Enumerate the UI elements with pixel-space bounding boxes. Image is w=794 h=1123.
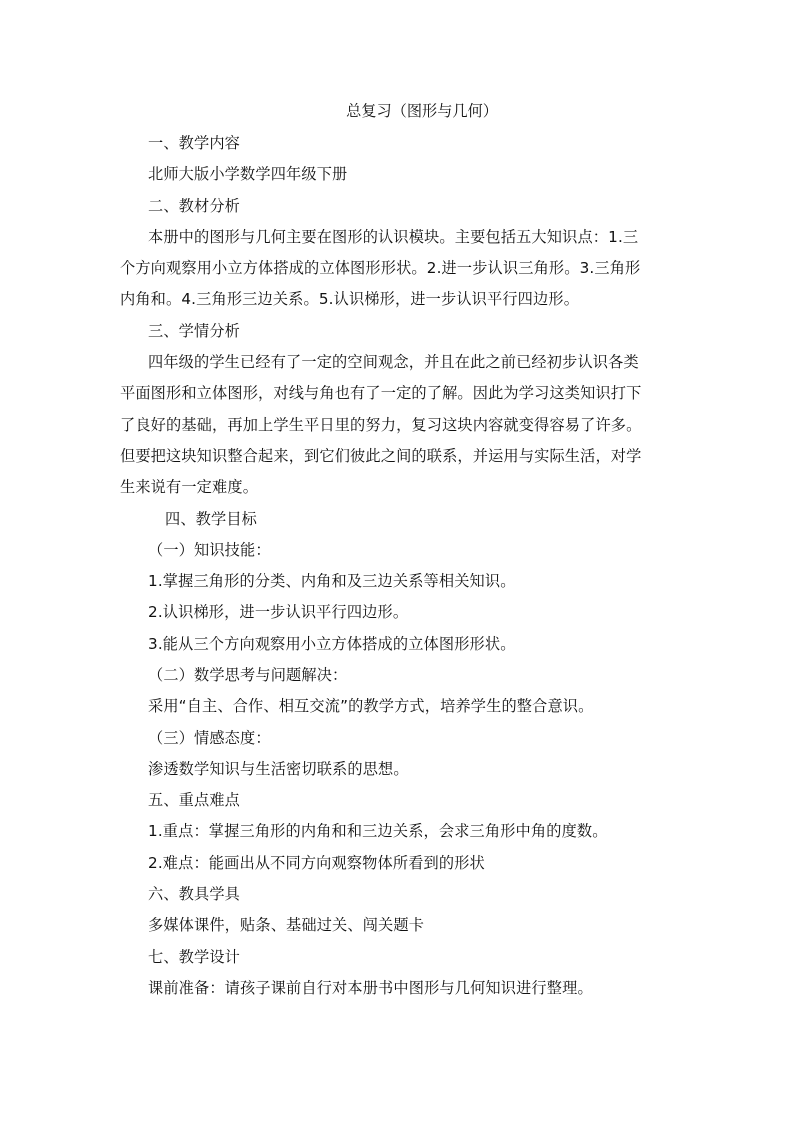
section-heading-teaching-design: 七、教学设计 — [148, 948, 241, 966]
document-title: 总复习（图形与几何） — [346, 102, 498, 120]
paragraph-learner-line-5: 生来说有一定难度。 — [120, 478, 259, 496]
paragraph-learner-line-2: 平面图形和立体图形，对线与角也有了一定的了解。因此为学习这类知识打下 — [120, 384, 642, 402]
paragraph-textbook: 北师大版小学数学四年级下册 — [148, 165, 348, 183]
paragraph-material-line-2: 个方向观察用小立方体搭成的立体图形形状。2.进一步认识三角形。3.三角形 — [120, 259, 641, 277]
paragraph-material-line-1: 本册中的图形与几何主要在图形的认识模块。主要包括五大知识点：1.三 — [148, 228, 639, 246]
subheading-knowledge-skills: （一）知识技能： — [148, 541, 271, 559]
paragraph-learner-line-4: 但要把这块知识整合起来，到它们彼此之间的联系，并运用与实际生活，对学 — [120, 447, 642, 465]
paragraph-teaching-aids: 多媒体课件，贴条、基础过关、闯关题卡 — [148, 916, 425, 934]
goal-item-1: 1.掌握三角形的分类、内角和及三边关系等相关知识。 — [148, 572, 516, 590]
section-heading-teaching-goals: 四、教学目标 — [165, 510, 258, 528]
paragraph-preparation: 课前准备：请孩子课前自行对本册书中图形与几何知识进行整理。 — [148, 979, 593, 997]
section-heading-key-difficulties: 五、重点难点 — [148, 791, 241, 809]
paragraph-math-thinking: 采用“自主、合作、相互交流”的教学方式，培养学生的整合意识。 — [148, 697, 594, 715]
subheading-math-thinking: （二）数学思考与问题解决： — [148, 666, 348, 684]
section-heading-material-analysis: 二、教材分析 — [148, 197, 241, 215]
key-point-item: 1.重点：掌握三角形的内角和和三边关系，会求三角形中角的度数。 — [148, 822, 608, 840]
section-heading-learner-analysis: 三、学情分析 — [148, 322, 241, 340]
paragraph-learner-line-3: 了良好的基础，再加上学生平日里的努力，复习这块内容就变得容易了许多。 — [120, 416, 642, 434]
difficulty-item: 2.难点：能画出从不同方向观察物体所看到的形状 — [148, 854, 485, 872]
section-heading-teaching-aids: 六、教具学具 — [148, 885, 241, 903]
section-heading-teaching-content: 一、教学内容 — [148, 134, 241, 152]
paragraph-learner-line-1: 四年级的学生已经有了一定的空间观念，并且在此之前已经初步认识各类 — [148, 353, 639, 371]
subheading-emotional-attitude: （三）情感态度： — [148, 729, 271, 747]
paragraph-emotional-attitude: 渗透数学知识与生活密切联系的思想。 — [148, 760, 409, 778]
goal-item-3: 3.能从三个方向观察用小立方体搭成的立体图形形状。 — [148, 635, 516, 653]
goal-item-2: 2.认识梯形，进一步认识平行四边形。 — [148, 603, 409, 621]
paragraph-material-line-3: 内角和。4.三角形三边关系。5.认识梯形，进一步认识平行四边形。 — [120, 290, 580, 308]
